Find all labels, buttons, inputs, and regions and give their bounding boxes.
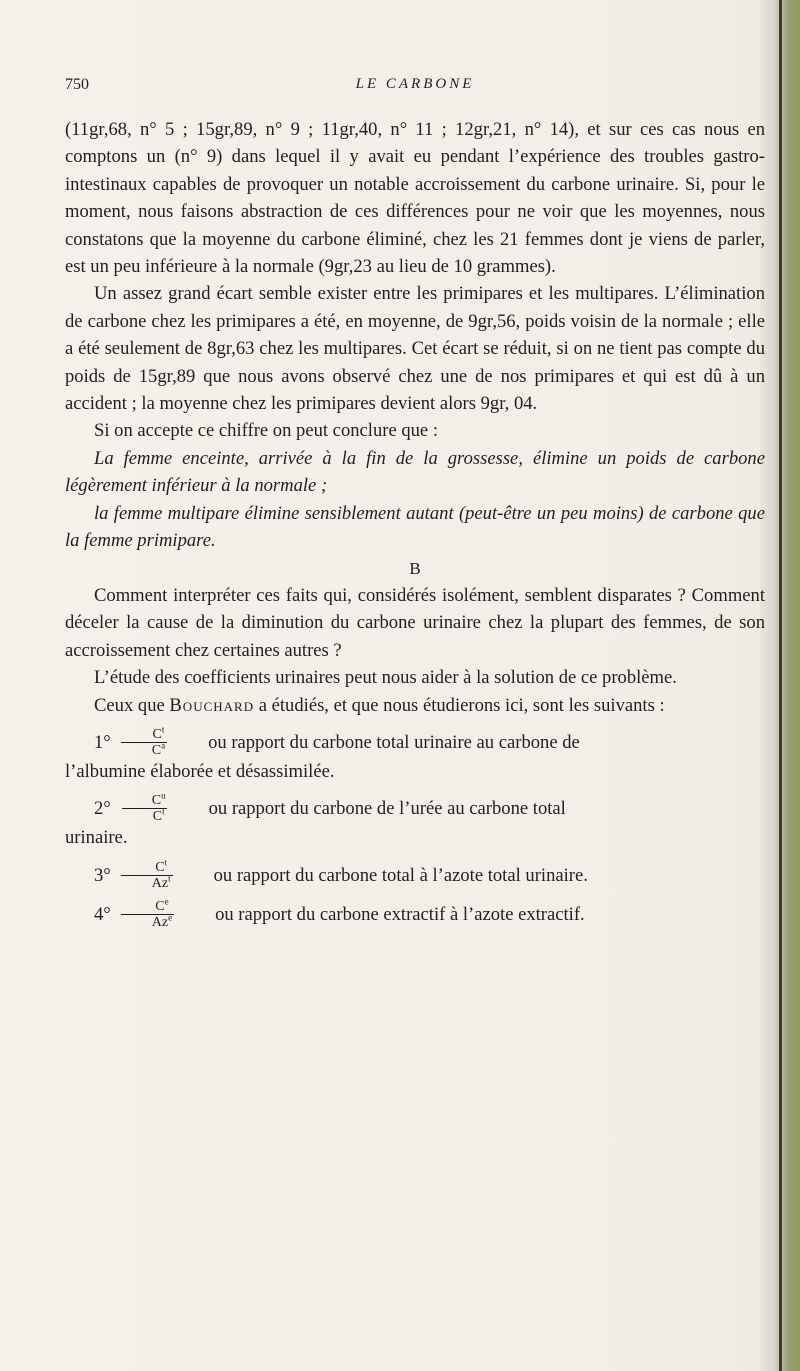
denominator-sup: e <box>168 912 173 923</box>
fraction-numerator: C <box>155 898 165 914</box>
numerator-sup: e <box>164 896 169 907</box>
ratio-4 <box>65 896 765 930</box>
ratio-index: 4° <box>94 903 111 925</box>
fraction-numerator: C <box>155 859 165 875</box>
conclusion-2: la femme multipare élimine sensiblement autant (peut-être un peu moins) de carbone que la femme primipare. <box>65 502 765 552</box>
ratio-1 <box>65 724 765 785</box>
fraction-denominator: C <box>151 742 162 758</box>
para6-start: Ceux que <box>94 694 170 716</box>
fraction-numerator: C <box>151 793 162 809</box>
fraction <box>121 724 167 758</box>
denominator-sup: a <box>161 740 166 751</box>
page-body <box>65 116 765 930</box>
paragraph-5: L’étude des coefficients urinaires peut nous aider à la solution de ce problème. <box>94 667 677 689</box>
para6-end: a étudiés, et que nous étudierons ici, sont les suivants : <box>254 694 665 716</box>
fraction <box>121 896 174 930</box>
author-bouchard: Bouchard <box>169 694 255 716</box>
ratio-text: ou rapport du carbone de l’urée au carbone total <box>208 798 566 820</box>
ratio-continuation: urinaire. <box>65 827 128 849</box>
denominator-sup: t <box>168 873 171 884</box>
page-header <box>65 76 765 100</box>
numerator-sup: t <box>161 724 165 735</box>
ratio-index: 3° <box>94 864 111 886</box>
page-number: 750 <box>65 76 89 93</box>
paragraph-3: Si on accepte ce chiffre on peut conclure que : <box>94 420 439 442</box>
fraction-numerator: C <box>152 726 162 742</box>
ratio-text: ou rapport du carbone total urinaire au carbone de <box>208 731 580 753</box>
paragraph-1: (11gr,68, n° 5 ; 15gr,89, n° 9 ; 11gr,40, n° 11 ; 12gr,21, n° 14), et sur ces cas nous en comptons un (n° 9) dans lequel il y avait eu pendant l’expérience des troubles gastro-intestinaux capables de provoquer un notable accroissement du carbone urinaire. Si, pour le moment, nous faisons abstraction de ces différences pour ne voir que les moyennes, nous constatons que la moyenne du carbone éliminé, chez les 21 femmes dont je viens de parler, est un peu inférieure à la normale (9gr,23 au lieu de 10 grammes). <box>65 119 765 278</box>
numerator-sup: u <box>161 790 166 801</box>
running-title: LE CARBONE <box>355 76 475 92</box>
ratio-text: ou rapport du carbone total à l’azote total urinaire. <box>213 864 588 886</box>
denominator-sup: t <box>162 806 165 817</box>
ratio-2 <box>65 790 765 851</box>
fraction-denominator: Az <box>151 914 169 930</box>
fraction-denominator: Az <box>151 875 169 891</box>
conclusion-1: La femme enceinte, arrivée à la fin de la grossesse, élimine un poids de carbone légèrement inférieur à la normale ; <box>65 447 765 497</box>
ratio-index: 2° <box>94 798 111 820</box>
fraction <box>121 857 173 891</box>
paragraph-2: Un assez grand écart semble exister entre les primipares et les multipares. L’élimination de carbone chez les primipares a été, en moyenne, de 9gr,56, poids voisin de la normale ; elle a été seulement de 8gr,63 chez les multipares. Cet écart se réduit, si on ne tient pas compte du poids de 15gr,89 que nous avons observé chez une de nos primipares et qui est dû à un accident ; la moyenne chez les primipares devient alors 9gr, 04. <box>65 283 765 415</box>
paragraph-6 <box>65 692 765 719</box>
paragraph-4: Comment interpréter ces faits qui, considérés isolément, semblent disparates ? Comment déceler la cause de la diminution du carbone urinaire chez la plupart des femmes, de son accroissement chez certaines autres ? <box>65 584 765 661</box>
ratio-3 <box>65 857 765 891</box>
fraction-denominator: C <box>152 809 163 825</box>
section-letter: B <box>409 558 421 578</box>
numerator-sup: t <box>164 857 168 868</box>
ratio-index: 1° <box>94 731 111 753</box>
ratio-text: ou rapport du carbone extractif à l’azote extractif. <box>215 903 585 925</box>
fraction <box>121 790 168 825</box>
ratio-continuation: l’albumine élaborée et désassimilée. <box>65 760 335 782</box>
binding-line <box>779 0 782 1371</box>
